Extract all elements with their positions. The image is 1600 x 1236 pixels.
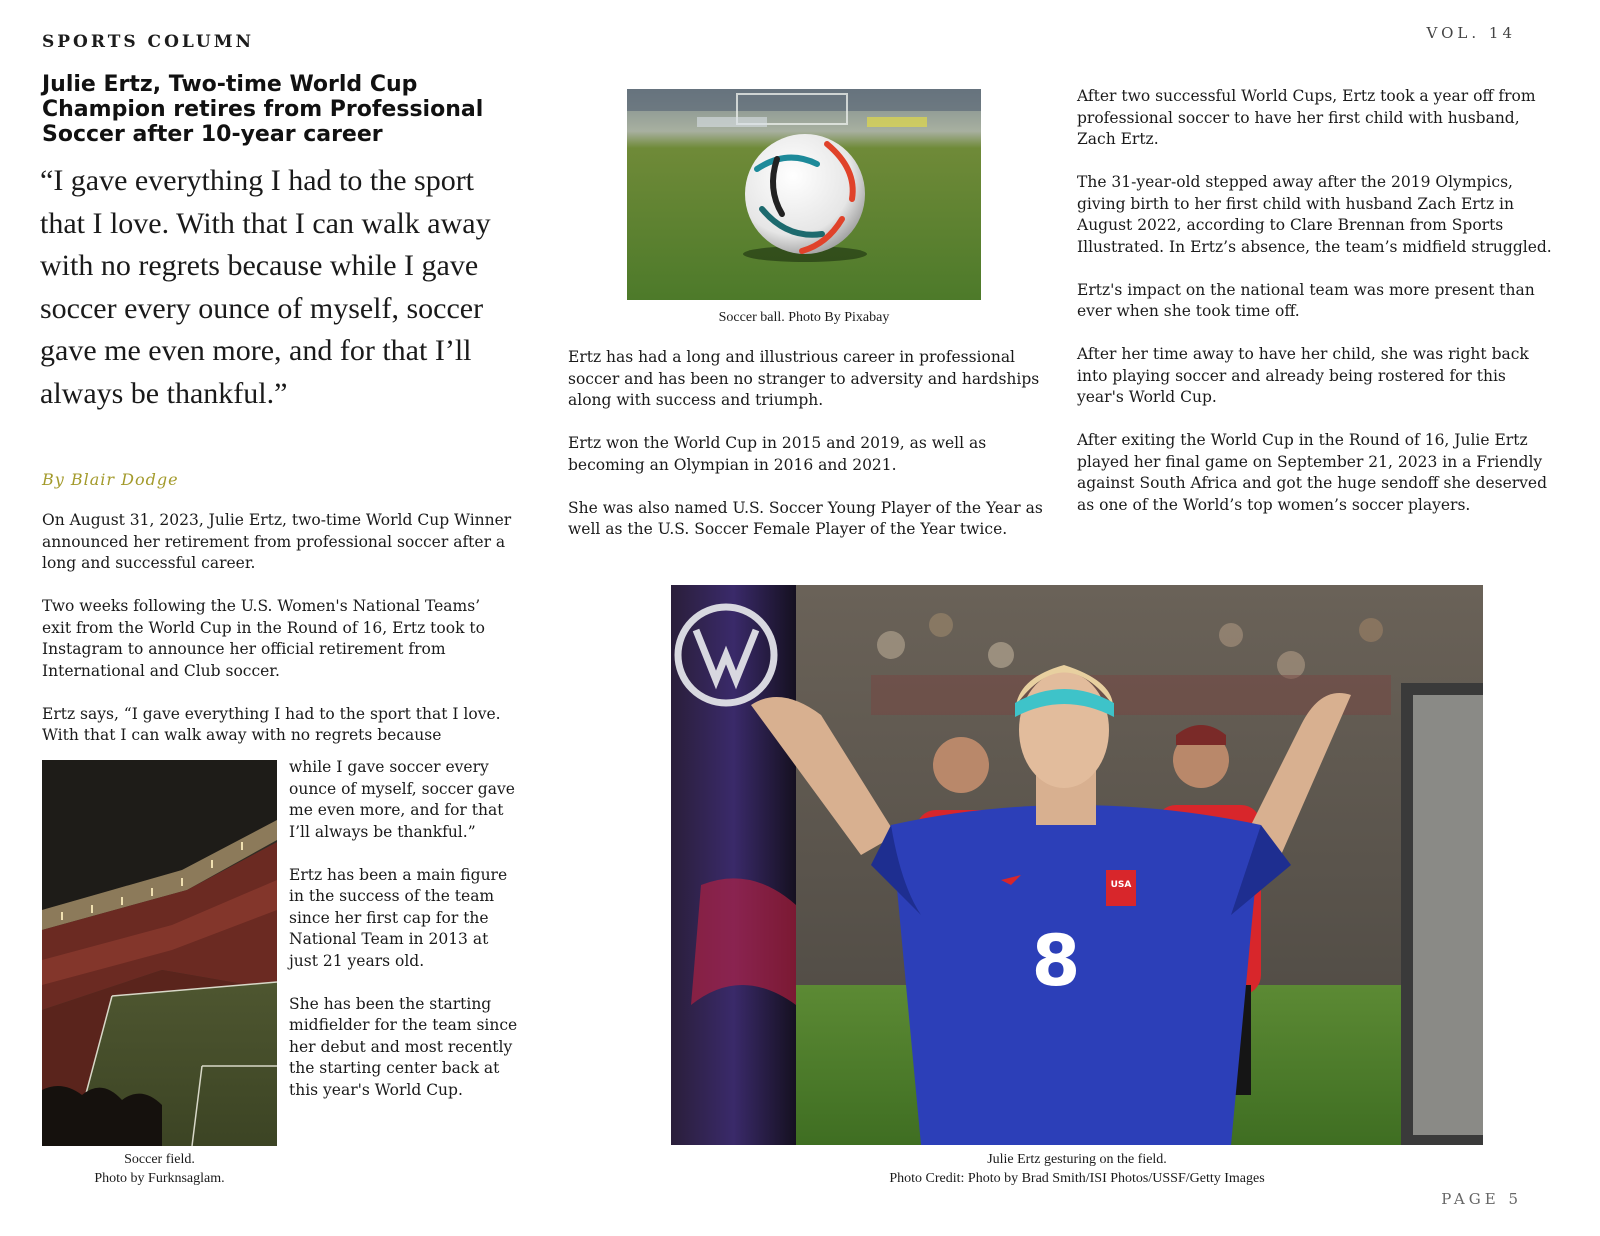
soccer-ball-photo (627, 89, 981, 300)
stadium-caption (42, 1150, 277, 1188)
paragraph: The 31-year-old stepped away after the 2019 Olympics, giving birth to her first child with husband Zach Ertz in August 2022, according to Clare Brennan from Sports Illustrated. In Ertz’s absence, the team’s midfield struggled. (1077, 173, 1552, 256)
volume-label: VOL. 14 (1426, 24, 1516, 42)
paragraph: Ertz has had a long and illustrious career in professional soccer and has been no stranger to adversity and hardships along with success and triumph. (568, 348, 1040, 409)
paragraph: Ertz won the World Cup in 2015 and 2019, as well as becoming an Olympian in 2016 and 2021. (568, 434, 987, 474)
section-label: SPORTS COLUMN (42, 32, 255, 52)
stadium-photo (42, 760, 277, 1146)
paragraph: Ertz has been a main figure in the success of the team since her first cap for the National Team in 2013 at just 21 years old. (289, 865, 508, 970)
paragraph: After two successful World Cups, Ertz took a year off from professional soccer to have her first child with husband, Zach Ertz. (1077, 87, 1536, 148)
article-column-1 (42, 510, 512, 747)
page-number: PAGE 5 (1441, 1190, 1522, 1208)
caption-line: Photo by Furknsaglam. (94, 1171, 225, 1186)
pull-quote: “I gave everything I had to the sport that I love. With that I can walk away with no regrets because while I gave soccer every ounce of myself, soccer gave me even more, and for that I’ll always be thankful.” (40, 164, 491, 410)
paragraph: After exiting the World Cup in the Round of 16, Julie Ertz played her final game on September 21, 2023 in a Friendly against South Africa and got the huge sendoff she deserved as one of the World’s top women’s soccer players. (1077, 431, 1548, 514)
article-column-3 (1077, 86, 1557, 516)
julie-ertz-photo (671, 585, 1483, 1145)
paragraph: She was also named U.S. Soccer Young Player of the Year as well as the U.S. Soccer Female Player of the Year twice. (568, 498, 1043, 538)
caption-line: Photo Credit: Photo by Brad Smith/ISI Photos/USSF/Getty Images (889, 1171, 1265, 1186)
crest-text: USA (1110, 880, 1132, 890)
paragraph: Two weeks following the U.S. Women's National Teams’ exit from the World Cup in the Round of 16, Ertz took to Instagram to announce her official retirement from International and Club soccer. (42, 597, 485, 680)
byline: By Blair Dodge (42, 470, 179, 489)
jersey-number: 8 (1031, 920, 1081, 1002)
paragraph: After her time away to have her child, she was right back into playing soccer and already being rostered for this year's World Cup. (1077, 345, 1529, 406)
player-caption (671, 1150, 1483, 1188)
paragraph: On August 31, 2023, Julie Ertz, two-time World Cup Winner announced her retirement from professional soccer after a long and successful career. (42, 511, 512, 572)
article-column-2 (568, 347, 1048, 541)
paragraph: She has been the starting midfielder for the team since her debut and most recently the starting center back at this year's World Cup. (289, 994, 518, 1099)
ball-caption: Soccer ball. Photo By Pixabay (718, 310, 890, 325)
paragraph: Ertz says, “I gave everything I had to the sport that I love. With that I can walk away with no regrets because (42, 704, 501, 744)
caption-line: Soccer field. (124, 1152, 195, 1167)
paragraph: Ertz's impact on the national team was more present than ever when she took time off. (1077, 280, 1535, 320)
paragraph: while I gave soccer every ounce of myself, soccer gave me even more, and for that I’ll always be thankful.” (289, 758, 515, 841)
article-headline: Julie Ertz, Two-time World Cup Champion retires from Professional Soccer after 10-year career (42, 72, 484, 147)
article-column-1-wrap (289, 757, 521, 1101)
caption-line: Julie Ertz gesturing on the field. (987, 1152, 1167, 1167)
